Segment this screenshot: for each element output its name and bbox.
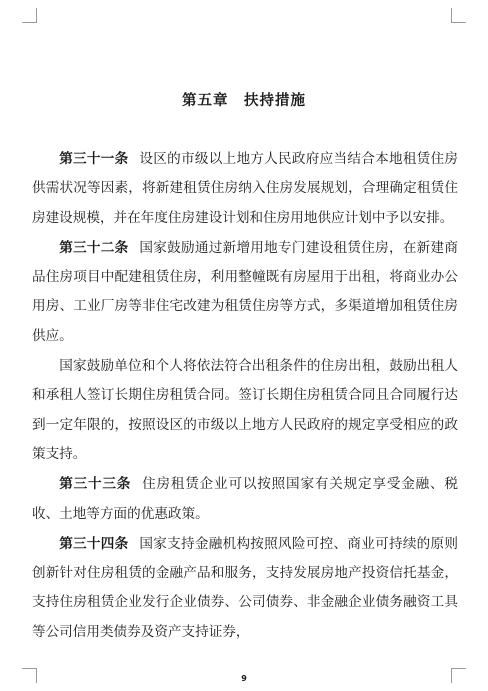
- article-label: 第三十四条: [59, 535, 129, 552]
- article-text: 国家鼓励通过新增用地专门建设租赁住房，在新建商品住房项目中配建租赁住房，利用整幢既有房屋用于出租，将商业办公用房、工业厂房等非住宅改建为租赁住房等方式，多渠道增加租赁住房供应。: [32, 239, 459, 344]
- article-32: [32, 234, 458, 351]
- article-33: [32, 470, 458, 529]
- article-text: 设区的市级以上地方人民政府应当结合本地租赁住房供需状况等因素，将新建租赁住房纳入住房发展规划，合理确定租赁住房建设规模，并在年度住房建设计划和住房用地供应计划中予以安排。: [32, 151, 459, 226]
- article-34: [32, 530, 458, 647]
- page-number: 9: [241, 674, 247, 683]
- article-32-paragraph-2: [32, 352, 458, 469]
- article-label: 第三十三条: [59, 476, 132, 493]
- article-text: 国家支持金融机构按照风险可控、商业可持续的原则创新针对住房租赁的金融产品和服务，支持发展房地产投资信托基金，支持住房租赁企业发行企业债券、公司债券、非金融企业债务融资工具等公司信用类债券及资产支持证券，: [32, 535, 459, 640]
- article-label: 第三十二条: [59, 239, 129, 256]
- chapter-title: 第五章 扶持措施: [182, 93, 306, 109]
- article-label: 第三十一条: [59, 151, 129, 167]
- article-text: 住房租赁企业可以按照国家有关规定享受金融、税收、土地等方面的优惠政策。: [32, 476, 459, 522]
- crop-mark-top-left: [22, 8, 37, 23]
- article-31: [32, 145, 458, 233]
- document-body: [32, 145, 458, 648]
- article-text: 国家鼓励单位和个人将依法符合出租条件的住房出租，鼓励出租人和承租人签订长期住房租赁合同。签订长期住房租赁合同且合同履行达到一定年限的，按照设区的市级以上地方人民政府的规定享受相应的政策支持。: [32, 358, 458, 462]
- crop-mark-top-right: [451, 8, 466, 23]
